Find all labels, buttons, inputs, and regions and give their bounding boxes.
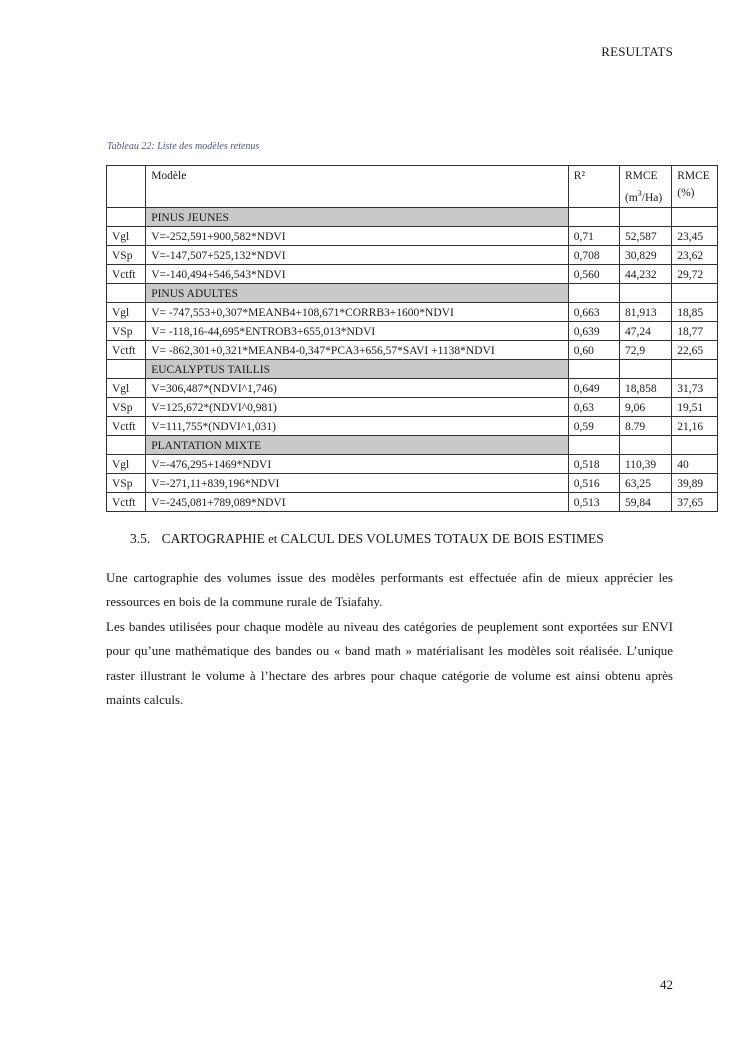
cell-rmce: 47,24	[619, 321, 671, 340]
cell-rmce: 59,84	[619, 492, 671, 511]
cell-rmce-pct: 29,72	[672, 264, 718, 283]
group-empty-cell	[107, 283, 146, 302]
cell-r2: 0,663	[568, 302, 619, 321]
group-name: PLANTATION MIXTE	[146, 435, 569, 454]
cell-rmce-pct: 37,65	[672, 492, 718, 511]
header-rmce-pct	[672, 166, 718, 208]
cell-rmce: 44,232	[619, 264, 671, 283]
cell-model: V=-476,295+1469*NDVI	[146, 454, 569, 473]
header-empty-cell	[107, 166, 146, 208]
section-title-part1: CARTOGRAPHIE	[161, 531, 265, 546]
group-row	[107, 207, 718, 226]
section-heading	[130, 531, 604, 547]
group-empty-cell	[619, 359, 671, 378]
cell-r2: 0,649	[568, 378, 619, 397]
header-model: Modèle	[146, 166, 569, 208]
cell-model: V= -862,301+0,321*MEANB4-0,347*PCA3+656,57*SAVI +1138*NDVI	[146, 340, 569, 359]
group-empty-cell	[619, 207, 671, 226]
table-row	[107, 454, 718, 473]
group-empty-cell	[568, 435, 619, 454]
cell-code: Vctft	[107, 416, 146, 435]
cell-code: VSp	[107, 321, 146, 340]
group-empty-cell	[107, 359, 146, 378]
cell-code: Vgl	[107, 302, 146, 321]
group-empty-cell	[107, 435, 146, 454]
cell-rmce: 18,858	[619, 378, 671, 397]
cell-code: VSp	[107, 473, 146, 492]
header-rmce-unit: $(m^3/Ha)$	[624, 189, 663, 204]
cell-rmce: 8.79	[619, 416, 671, 435]
table-row	[107, 378, 718, 397]
cell-code: Vctft	[107, 264, 146, 283]
cell-model: V=111,755*(NDVI^1,031)	[146, 416, 569, 435]
cell-rmce-pct: 23,62	[672, 245, 718, 264]
cell-rmce: 72,9	[619, 340, 671, 359]
header-rmce-label: RMCE	[624, 170, 658, 182]
group-empty-cell	[672, 283, 718, 302]
paragraph-2: Les bandes utilisées pour chaque modèle au niveau des catégories de peuplement sont exportées sur ENVI pour qu’une mathématique des bandes ou « band math » matérialisant les modèles soit réalisée. L’unique raster illustrant le volume à l’hectare des arbres pour chaque catégorie de volume est ainsi obtenu après maints calculs.	[106, 619, 673, 708]
cell-model: V=-271,11+839,196*NDVI	[146, 473, 569, 492]
group-empty-cell	[619, 283, 671, 302]
table-row	[107, 492, 718, 511]
cell-rmce: 81,913	[619, 302, 671, 321]
cell-rmce-pct: 21,16	[672, 416, 718, 435]
table-row	[107, 473, 718, 492]
group-name: PINUS JEUNES	[146, 207, 569, 226]
header-r2: R²	[568, 166, 619, 208]
cell-model: V=-147,507+525,132*NDVI	[146, 245, 569, 264]
group-empty-cell	[672, 435, 718, 454]
group-empty-cell	[107, 207, 146, 226]
cell-r2: 0,518	[568, 454, 619, 473]
cell-rmce-pct: 18,77	[672, 321, 718, 340]
cell-rmce: 110,39	[619, 454, 671, 473]
paragraph-1: Une cartographie des volumes issue des modèles performants est effectuée afin de mieux apprécier les ressources en bois de la commune rurale de Tsiafahy.	[106, 570, 673, 610]
cell-model: V=-140,494+546,543*NDVI	[146, 264, 569, 283]
group-name: PINUS ADULTES	[146, 283, 569, 302]
cell-rmce-pct: 22,65	[672, 340, 718, 359]
cell-model: V= -747,553+0,307*MEANB4+108,671*CORRB3+1600*NDVI	[146, 302, 569, 321]
group-empty-cell	[619, 435, 671, 454]
cell-code: Vctft	[107, 492, 146, 511]
table-row	[107, 416, 718, 435]
section-title-conj: et	[268, 532, 278, 546]
cell-model: V=125,672*(NDVI^0,981)	[146, 397, 569, 416]
group-name: EUCALYPTUS TAILLIS	[146, 359, 569, 378]
cell-rmce-pct: 19,51	[672, 397, 718, 416]
group-row	[107, 283, 718, 302]
cell-r2: 0,708	[568, 245, 619, 264]
cell-rmce: 9,06	[619, 397, 671, 416]
models-table	[106, 165, 718, 512]
cell-code: VSp	[107, 397, 146, 416]
table-row	[107, 321, 718, 340]
cell-model: V=-252,591+900,582*NDVI	[146, 226, 569, 245]
group-empty-cell	[568, 207, 619, 226]
group-empty-cell	[672, 359, 718, 378]
table-row	[107, 397, 718, 416]
header-rmce-pct-unit: (%)	[677, 187, 695, 199]
cell-r2: 0,516	[568, 473, 619, 492]
group-empty-cell	[568, 359, 619, 378]
cell-model: V= -118,16-44,695*ENTROB3+655,013*NDVI	[146, 321, 569, 340]
cell-rmce-pct: 40	[672, 454, 718, 473]
cell-r2: 0,560	[568, 264, 619, 283]
group-row	[107, 435, 718, 454]
page-number: 42	[660, 977, 673, 992]
cell-rmce: 30,829	[619, 245, 671, 264]
cell-r2: 0,513	[568, 492, 619, 511]
cell-code: Vctft	[107, 340, 146, 359]
cell-r2: 0,60	[568, 340, 619, 359]
section-title-part2: CALCUL DES VOLUMES TOTAUX DE BOIS ESTIMES	[280, 531, 604, 546]
table-row	[107, 340, 718, 359]
cell-rmce-pct: 18,85	[672, 302, 718, 321]
running-header: RESULTATS	[601, 44, 673, 59]
table-row	[107, 264, 718, 283]
cell-code: Vgl	[107, 454, 146, 473]
cell-rmce: 52,587	[619, 226, 671, 245]
cell-code: Vgl	[107, 378, 146, 397]
cell-rmce-pct: 39,89	[672, 473, 718, 492]
cell-model: V=-245,081+789,089*NDVI	[146, 492, 569, 511]
cell-code: VSp	[107, 245, 146, 264]
table-row	[107, 226, 718, 245]
cell-r2: 0,59	[568, 416, 619, 435]
group-row	[107, 359, 718, 378]
table-header-row	[107, 166, 718, 208]
cell-r2: 0,63	[568, 397, 619, 416]
group-empty-cell	[672, 207, 718, 226]
header-rmce-pct-label: RMCE	[677, 170, 710, 182]
cell-r2: 0,71	[568, 226, 619, 245]
cell-r2: 0,639	[568, 321, 619, 340]
cell-rmce-pct: 31,73	[672, 378, 718, 397]
cell-rmce: 63,25	[619, 473, 671, 492]
header-rmce	[619, 166, 671, 208]
section-number: 3.5.	[130, 531, 151, 546]
table-caption: Tableau 22: Liste des modèles retenus	[107, 141, 260, 152]
cell-code: Vgl	[107, 226, 146, 245]
table-row	[107, 302, 718, 321]
table-row	[107, 245, 718, 264]
cell-model: V=306,487*(NDVI^1,746)	[146, 378, 569, 397]
cell-rmce-pct: 23,45	[672, 226, 718, 245]
group-empty-cell	[568, 283, 619, 302]
